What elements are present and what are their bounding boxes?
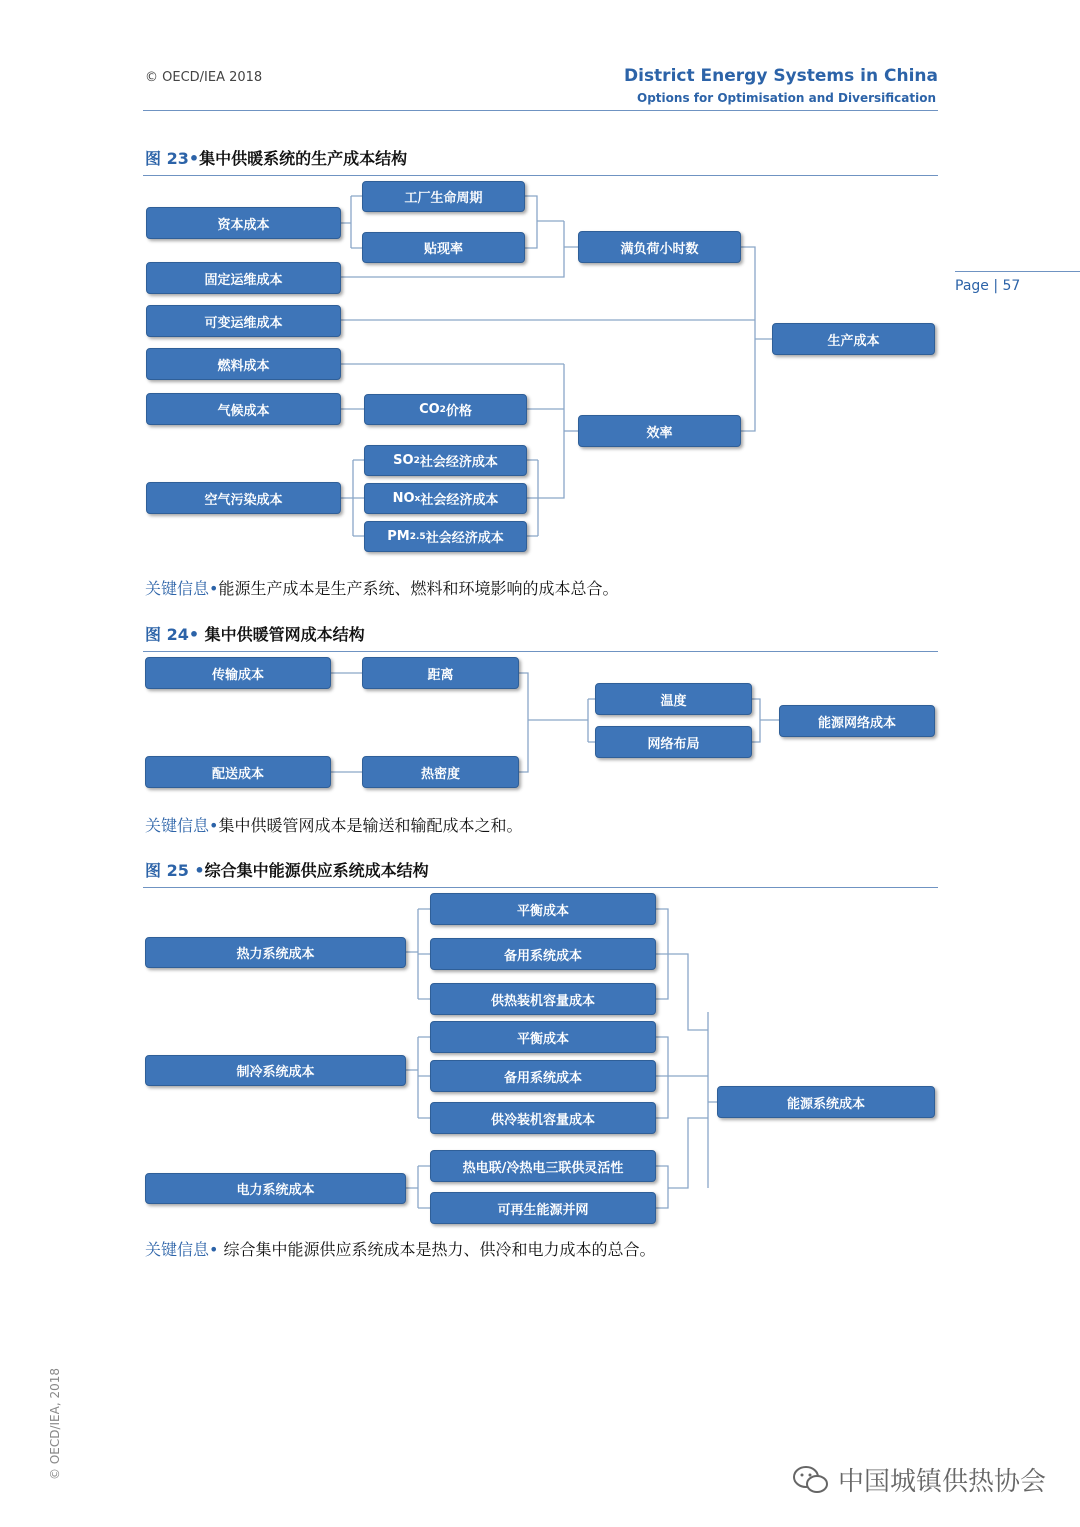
box-distribution-cost: 配送成本 (145, 756, 331, 788)
fig23-label: 图 23 (145, 149, 189, 168)
fig25-title-text: 综合集中能源供应系统成本结构 (204, 861, 429, 880)
box-production-cost: 生产成本 (772, 323, 935, 355)
fig25-key-message: 关键信息• 综合集中能源供应系统成本是热力、供冷和电力成本的总合。 (145, 1240, 656, 1259)
fig24-key-text: 集中供暖管网成本是输送和输配成本之和。 (218, 816, 523, 835)
so2-sub: 2 (413, 455, 420, 466)
box-distance: 距离 (362, 657, 519, 689)
watermark-text: 中国城镇供热协会 (837, 1467, 1046, 1497)
box-heat-system-cost: 热力系统成本 (145, 937, 406, 968)
fig24-title-text: 集中供暖管网成本结构 (204, 625, 365, 644)
header-subtitle: Options for Optimisation and Diversification (637, 91, 936, 105)
nox-text: NO (392, 491, 415, 506)
pm-sub: 2.5 (409, 531, 426, 542)
co2-tail: 价格 (445, 404, 472, 419)
fig25-label: 图 25 (145, 861, 189, 880)
fig25-rule (143, 887, 938, 888)
fig23-key-text: 能源生产成本是生产系统、燃料和环境影响的成本总合。 (218, 579, 619, 598)
fig24-rule (143, 651, 938, 652)
box-temperature: 温度 (595, 683, 752, 715)
fig25-key-label: 关键信息 (145, 1240, 210, 1259)
wechat-icon (792, 1465, 830, 1495)
box-heat-density: 热密度 (362, 756, 519, 788)
fig24-label: 图 24 (145, 625, 189, 644)
box-energy-network-cost: 能源网络成本 (779, 705, 935, 737)
box-climate-cost: 气候成本 (146, 393, 341, 425)
box-full-load-hours: 满负荷小时数 (578, 231, 741, 263)
box-heat-balance-cost: 平衡成本 (430, 893, 656, 925)
box-cool-capacity-cost: 供冷装机容量成本 (430, 1102, 656, 1134)
box-capital-cost: 资本成本 (146, 207, 341, 239)
box-transmission-cost: 传输成本 (145, 657, 331, 689)
box-network-layout: 网络布局 (595, 726, 752, 758)
page-number: Page | 57 (955, 278, 1021, 294)
box-cool-balance-cost: 平衡成本 (430, 1021, 656, 1053)
box-fuel-cost: 燃料成本 (146, 348, 341, 380)
fig23-title: 图 23•集中供暖系统的生产成本结构 (145, 149, 408, 168)
box-chp-flexibility: 热电联/冷热电三联供灵活性 (430, 1150, 656, 1182)
so2-text: SO (393, 453, 414, 468)
fig25-key-text: 综合集中能源供应系统成本是热力、供冷和电力成本的总合。 (218, 1240, 656, 1259)
fig24-key-message: 关键信息•集中供暖管网成本是输送和输配成本之和。 (145, 816, 523, 835)
box-heat-capacity-cost: 供热装机容量成本 (430, 983, 656, 1015)
box-efficiency: 效率 (578, 415, 741, 447)
side-copyright: © OECD/IEA, 2018 (48, 1367, 62, 1480)
box-plant-lifetime: 工厂生命周期 (362, 181, 525, 212)
fig25-title: 图 25 •综合集中能源供应系统成本结构 (145, 861, 429, 880)
fig24-key-label: 关键信息 (145, 816, 210, 835)
fig23-title-text: 集中供暖系统的生产成本结构 (199, 149, 408, 168)
watermark (792, 1461, 1046, 1498)
co2-sub: 2 (439, 404, 446, 415)
fig24-title: 图 24• 集中供暖管网成本结构 (145, 625, 365, 644)
nox-sub: x (414, 493, 421, 504)
box-co2-price (364, 394, 527, 425)
box-discount-rate: 贴现率 (362, 232, 525, 263)
box-so2-cost (364, 445, 527, 476)
box-cooling-system-cost: 制冷系统成本 (145, 1055, 406, 1086)
co2-text: CO (419, 402, 440, 417)
fig23-key-label: 关键信息 (145, 579, 210, 598)
so2-tail: 社会经济成本 (419, 455, 498, 470)
header-title: District Energy Systems in China (624, 66, 938, 86)
pm-tail: 社会经济成本 (425, 531, 504, 546)
header-copyright: © OECD/IEA 2018 (145, 70, 263, 85)
box-nox-cost (364, 483, 527, 514)
box-variable-om-cost: 可变运维成本 (146, 305, 341, 337)
fig23-key-message: 关键信息•能源生产成本是生产系统、燃料和环境影响的成本总合。 (145, 579, 619, 598)
box-pm25-cost (364, 521, 527, 552)
box-energy-system-cost: 能源系统成本 (717, 1086, 935, 1118)
box-renewable-integration: 可再生能源并网 (430, 1192, 656, 1224)
box-power-system-cost: 电力系统成本 (145, 1173, 406, 1204)
box-heat-backup-cost: 备用系统成本 (430, 938, 656, 970)
pm-text: PM (387, 529, 410, 544)
box-cool-backup-cost: 备用系统成本 (430, 1060, 656, 1092)
box-fixed-om-cost: 固定运维成本 (146, 262, 341, 294)
box-air-pollution-cost: 空气污染成本 (146, 482, 341, 514)
nox-tail: 社会经济成本 (420, 493, 499, 508)
